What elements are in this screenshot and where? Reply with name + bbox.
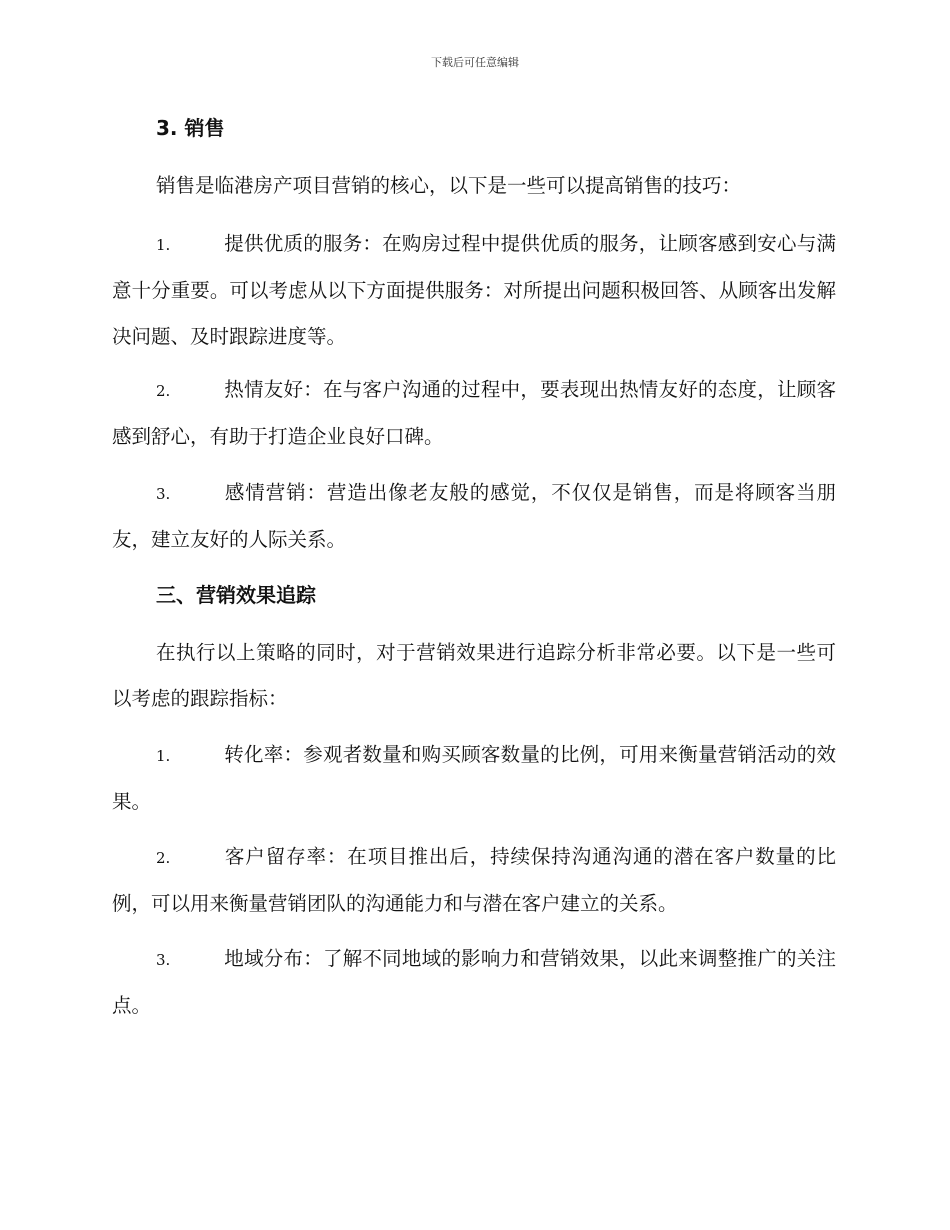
tracking-intro-paragraph: 在执行以上策略的同时，对于营销效果进行追踪分析非常必要。以下是一些可以考虑的跟踪指标： xyxy=(112,641,836,710)
sales-list-item-3 xyxy=(112,470,836,563)
list-item-text: 热情友好：在与客户沟通的过程中，要表现出热情友好的态度，让顾客感到舒心，有助于打造企业良好口碑。 xyxy=(112,378,836,448)
list-number: 2. xyxy=(156,849,171,867)
section-heading-sales: 3. 销售 xyxy=(156,116,225,140)
list-number: 2. xyxy=(156,382,171,400)
tracking-list-item-3 xyxy=(112,936,836,1029)
list-item-text: 感情营销：营造出像老友般的感觉，不仅仅是销售，而是将顾客当朋友，建立友好的人际关系。 xyxy=(112,481,836,551)
list-number: 3. xyxy=(156,485,171,503)
list-item-text: 客户留存率：在项目推出后，持续保持沟通沟通的潜在客户数量的比例，可以用来衡量营销团队的沟通能力和与潜在客户建立的关系。 xyxy=(112,845,836,915)
page-header: 下载后可任意编辑 xyxy=(431,56,519,69)
sales-list-item-1 xyxy=(112,221,836,360)
list-number: 3. xyxy=(156,951,171,969)
list-number: 1. xyxy=(156,236,171,254)
list-number: 1. xyxy=(156,747,171,765)
list-item-text: 提供优质的服务：在购房过程中提供优质的服务，让顾客感到安心与满意十分重要。可以考虑从以下方面提供服务：对所提出问题积极回答、从顾客出发解决问题、及时跟踪进度等。 xyxy=(112,232,836,348)
sales-intro-paragraph: 销售是临港房产项目营销的核心，以下是一些可以提高销售的技巧： xyxy=(156,174,742,197)
section-heading-tracking: 三、营销效果追踪 xyxy=(156,583,316,607)
list-item-text: 转化率：参观者数量和购买顾客数量的比例，可用来衡量营销活动的效果。 xyxy=(112,743,836,813)
list-item-text: 地域分布：了解不同地域的影响力和营销效果，以此来调整推广的关注点。 xyxy=(112,947,836,1017)
tracking-list-item-1 xyxy=(112,732,836,825)
tracking-list-item-2 xyxy=(112,834,836,927)
sales-list-item-2 xyxy=(112,367,836,460)
